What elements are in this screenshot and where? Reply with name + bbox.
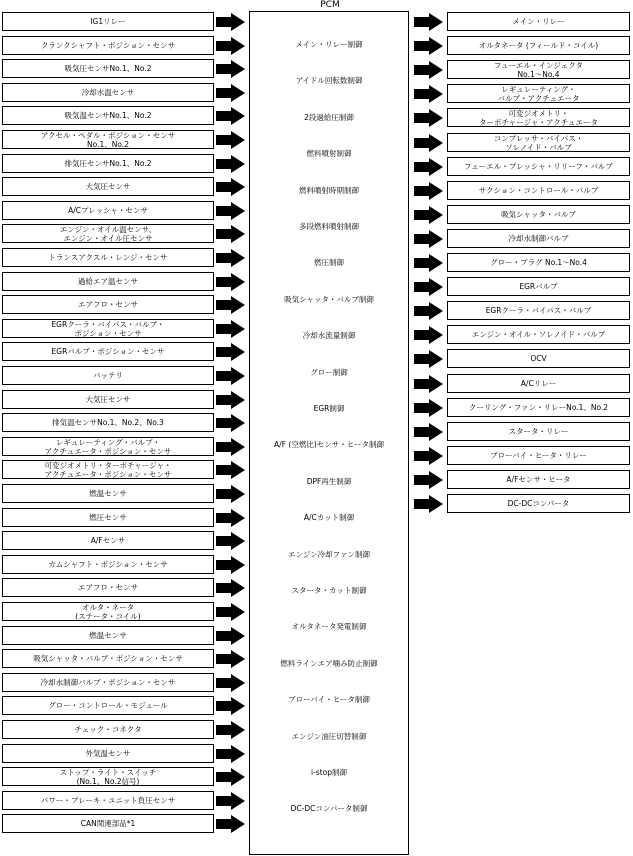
- input-arrow-icon: [216, 603, 246, 621]
- output-box: サクション・コントロール・バルブ: [447, 181, 630, 200]
- input-arrow-icon: [216, 13, 246, 31]
- input-arrow-icon: [216, 579, 246, 597]
- input-arrow-icon: [216, 532, 246, 550]
- input-box: 冷却水温センサ: [2, 83, 214, 102]
- input-box: 大気圧センサ: [2, 390, 214, 409]
- pcm-control-label: グロー制御: [310, 368, 348, 377]
- output-box: 可変ジオメトリ・ ターボチャージャ・アクチュエータ: [447, 108, 630, 127]
- input-box: チェック・コネクタ: [2, 720, 214, 739]
- output-box: オルタネータ (フィールド・コイル): [447, 36, 630, 55]
- input-arrow-icon: [216, 697, 246, 715]
- output-box: EGRバルブ: [447, 277, 630, 296]
- input-arrow-icon: [216, 485, 246, 503]
- input-box: A/Fセンサ: [2, 531, 214, 550]
- pcm-control-label: i-stop制御: [311, 768, 347, 777]
- output-arrow-icon: [414, 134, 444, 152]
- output-arrow-icon: [414, 254, 444, 272]
- input-box: エアフロ・センサ: [2, 295, 214, 314]
- input-box: パワー・ブレーキ・ユニット負圧センサ: [2, 791, 214, 810]
- input-box: 燃温センサ: [2, 626, 214, 645]
- output-arrow-icon: [414, 375, 444, 393]
- input-box: レギュレーティング・バルブ・ アクチュエータ・ポジション・センサ: [2, 437, 214, 456]
- output-arrow-icon: [414, 302, 444, 320]
- input-box: 吸気温センサNo.1、No.2: [2, 106, 214, 125]
- output-box: DC-DCコンバータ: [447, 494, 630, 513]
- input-box: オルタ・ネータ (ステータ・コイル): [2, 602, 214, 621]
- input-arrow-icon: [216, 792, 246, 810]
- input-arrow-icon: [216, 320, 246, 338]
- input-box: 吸気シャッタ・バルブ・ポジション・センサ: [2, 649, 214, 668]
- input-box: グロー・コントロール・モジュール: [2, 696, 214, 715]
- output-box: グロー・プラグ No.1～No.4: [447, 253, 630, 272]
- input-arrow-icon: [216, 745, 246, 763]
- output-box: フューエル・プレッシャ・リリーフ・バルブ: [447, 157, 630, 176]
- output-box: 吸気シャッタ・バルブ: [447, 205, 630, 224]
- output-box: レギュレーティング・ バルブ・アクチュエータ: [447, 84, 630, 103]
- input-arrow-icon: [216, 815, 246, 833]
- pcm-block: [249, 11, 409, 855]
- input-box: 排気圧センサNo.1、No.2: [2, 154, 214, 173]
- output-arrow-icon: [414, 182, 444, 200]
- input-box: EGRクーラ・バイパス・バルブ・ ポジション・センサ: [2, 319, 214, 338]
- input-arrow-icon: [216, 249, 246, 267]
- output-box: フューエル・インジェクタ No.1～No.4: [447, 60, 630, 79]
- input-box: CAN関連部品*1: [2, 814, 214, 833]
- output-box: クーリング・ファン・リレーNo.1、No.2: [447, 398, 630, 417]
- pcm-control-label: エンジン冷却ファン制御: [288, 550, 370, 559]
- output-box: スタータ・リレー: [447, 422, 630, 441]
- input-box: 可変ジオメトリ・ターボチャージャ・ アクチュエータ・ポジション・センサ: [2, 460, 214, 479]
- pcm-control-label: エンジン油圧切替制御: [291, 732, 367, 741]
- input-box: 外気温センサ: [2, 744, 214, 763]
- input-box: アクセル・ペダル・ポジション・センサ No.1、No.2: [2, 130, 214, 149]
- input-arrow-icon: [216, 509, 246, 527]
- input-arrow-icon: [216, 296, 246, 314]
- output-box: EGRクーラ・バイパス・バルブ: [447, 301, 630, 320]
- input-arrow-icon: [216, 155, 246, 173]
- input-box: トランスアクスル・レンジ・センサ: [2, 248, 214, 267]
- output-arrow-icon: [414, 158, 444, 176]
- pcm-control-label: 冷却水流量制御: [302, 331, 356, 340]
- pcm-control-label: 燃料ラインエア噛み防止制御: [280, 659, 378, 668]
- pcm-control-label: アイドル回転数制御: [295, 76, 363, 85]
- pcm-title: PCM: [320, 0, 340, 10]
- input-box: クランクシャフト・ポジション・センサ: [2, 36, 214, 55]
- input-box: IG1リレー: [2, 12, 214, 31]
- pcm-control-label: 燃圧制御: [314, 258, 344, 267]
- output-arrow-icon: [414, 85, 444, 103]
- pcm-control-label: A/F (空燃比)センサ・ヒータ制御: [274, 440, 384, 449]
- input-arrow-icon: [216, 84, 246, 102]
- input-box: 冷却水制御バルブ・ポジション・センサ: [2, 673, 214, 692]
- output-arrow-icon: [414, 495, 444, 513]
- input-box: カムシャフト・ポジション・センサ: [2, 555, 214, 574]
- pcm-control-label: A/Cカット制御: [303, 513, 355, 522]
- input-arrow-icon: [216, 60, 246, 78]
- input-box: 過給エア温センサ: [2, 272, 214, 291]
- input-arrow-icon: [216, 768, 246, 786]
- input-box: 吸気圧センサNo.1、No.2: [2, 59, 214, 78]
- pcm-control-label: DPF再生制御: [306, 477, 352, 486]
- input-arrow-icon: [216, 556, 246, 574]
- output-box: OCV: [447, 349, 630, 368]
- output-arrow-icon: [414, 278, 444, 296]
- pcm-control-label: メイン・リレー制御: [295, 40, 363, 49]
- output-box: コンプレッサ・バイパス・ ソレノイド・バルブ: [447, 133, 630, 152]
- input-arrow-icon: [216, 438, 246, 456]
- output-box: A/Fセンサ・ヒータ: [447, 470, 630, 489]
- input-box: A/Cプレッシャ・センサ: [2, 201, 214, 220]
- input-arrow-icon: [216, 202, 246, 220]
- pcm-control-label: 2段過給圧制御: [304, 113, 354, 122]
- output-box: メイン・リレー: [447, 12, 630, 31]
- pcm-control-label: 燃料噴射時期制御: [299, 186, 359, 195]
- input-box: エアフロ・センサ: [2, 578, 214, 597]
- input-box: 燃圧センサ: [2, 508, 214, 527]
- input-arrow-icon: [216, 367, 246, 385]
- pcm-control-label: EGR制御: [313, 404, 345, 413]
- input-arrow-icon: [216, 650, 246, 668]
- input-arrow-icon: [216, 674, 246, 692]
- output-arrow-icon: [414, 61, 444, 79]
- input-box: エンジン・オイル温センサ、 エンジン・オイル圧センサ: [2, 224, 214, 243]
- input-box: バッテリ: [2, 366, 214, 385]
- output-box: 冷却水制御バルブ: [447, 229, 630, 248]
- output-arrow-icon: [414, 37, 444, 55]
- pcm-control-label: 吸気シャッタ・バルブ制御: [284, 295, 374, 304]
- output-box: A/Cリレー: [447, 374, 630, 393]
- output-arrow-icon: [414, 206, 444, 224]
- input-box: ストップ・ライト・スイッチ (No.1、No.2信号): [2, 767, 214, 786]
- output-arrow-icon: [414, 13, 444, 31]
- pcm-control-label: 多段燃料噴射制御: [299, 222, 359, 231]
- output-arrow-icon: [414, 230, 444, 248]
- input-arrow-icon: [216, 178, 246, 196]
- output-box: ブローバイ・ヒータ・リレー: [447, 446, 630, 465]
- input-arrow-icon: [216, 391, 246, 409]
- pcm-control-label: DC-DCコンバータ制御: [290, 804, 368, 813]
- input-arrow-icon: [216, 225, 246, 243]
- output-box: エンジン・オイル・ソレノイド・バルブ: [447, 325, 630, 344]
- pcm-control-label: オルタネータ発電制御: [291, 622, 367, 631]
- input-box: 大気圧センサ: [2, 177, 214, 196]
- pcm-control-label: スタータ・カット制御: [291, 586, 367, 595]
- input-arrow-icon: [216, 131, 246, 149]
- input-box: EGRバルブ・ポジション・センサ: [2, 342, 214, 361]
- output-arrow-icon: [414, 350, 444, 368]
- output-arrow-icon: [414, 399, 444, 417]
- input-box: 燃温センサ: [2, 484, 214, 503]
- output-arrow-icon: [414, 326, 444, 344]
- input-arrow-icon: [216, 273, 246, 291]
- input-arrow-icon: [216, 627, 246, 645]
- pcm-control-label: 燃料噴射制御: [306, 149, 352, 158]
- input-arrow-icon: [216, 107, 246, 125]
- output-arrow-icon: [414, 109, 444, 127]
- output-arrow-icon: [414, 423, 444, 441]
- input-arrow-icon: [216, 414, 246, 432]
- input-box: 排気温センサNo.1、No.2、No.3: [2, 413, 214, 432]
- input-arrow-icon: [216, 37, 246, 55]
- input-arrow-icon: [216, 461, 246, 479]
- input-arrow-icon: [216, 343, 246, 361]
- pcm-control-label: ブローバイ・ヒータ制御: [288, 695, 370, 704]
- input-arrow-icon: [216, 721, 246, 739]
- output-arrow-icon: [414, 471, 444, 489]
- output-arrow-icon: [414, 447, 444, 465]
